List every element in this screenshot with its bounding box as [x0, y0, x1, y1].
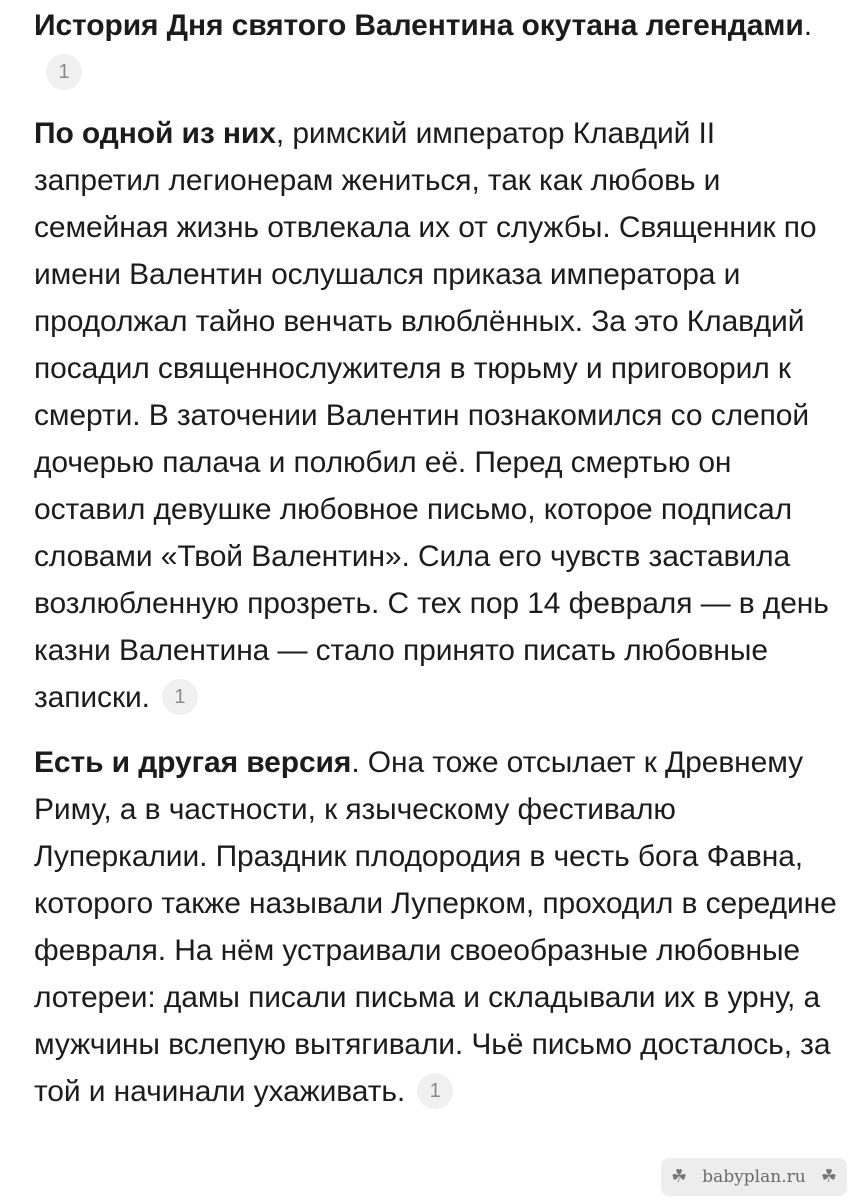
paragraph-legend-two: [34, 739, 849, 1115]
footnote-badge[interactable]: 1: [417, 1073, 453, 1109]
intro-text: .: [803, 9, 812, 42]
paragraph-intro: [34, 2, 849, 96]
footnote-badge[interactable]: 1: [46, 54, 82, 90]
watermark-badge: [661, 1158, 847, 1196]
legend-one-heading: По одной из них: [34, 117, 276, 150]
clover-icon: ☘: [820, 1166, 837, 1187]
paragraph-legend-one: [34, 110, 849, 721]
watermark-text: babyplan.ru: [702, 1167, 806, 1187]
article-body: [34, 2, 849, 1133]
intro-heading: История Дня святого Валентина окутана легендами: [34, 9, 804, 42]
legend-one-text: , римский император Клавдий II запретил легионерам жениться, так как любовь и семейная жизнь отвлекала их от службы. Священник по имени Валентин ослушался приказа императора и продолжал тайно венчать влюблённых. За это Клавдий посадил священнослужителя в тюрьму и приговорил к смерти. В заточении Валентин познакомился со слепой дочерью палача и полюбил её. Перед смертью он оставил девушке любовное письмо, которое подписал словами «Твой Валентин». Сила его чувств заставила возлюбленную прозреть. С тех пор 14 февраля — в день казни Валентина — стало принято писать любовные записки.: [34, 117, 829, 714]
footnote-badge[interactable]: 1: [162, 679, 198, 715]
legend-two-heading: Есть и другая версия: [34, 746, 352, 779]
clover-icon: ☘: [671, 1166, 688, 1187]
legend-two-text: . Она тоже отсылает к Древнему Риму, а в частности, к языческому фестивалю Луперкалии. Праздник плодородия в честь бога Фавна, которого также называли Луперком, проходил в середине февраля. На нём устраивали своеобразные любовные лотереи: дамы писали письма и складывали их в урну, а мужчины вслепую вытягивали. Чьё письмо досталось, за той и начинали ухаживать.: [34, 746, 837, 1108]
